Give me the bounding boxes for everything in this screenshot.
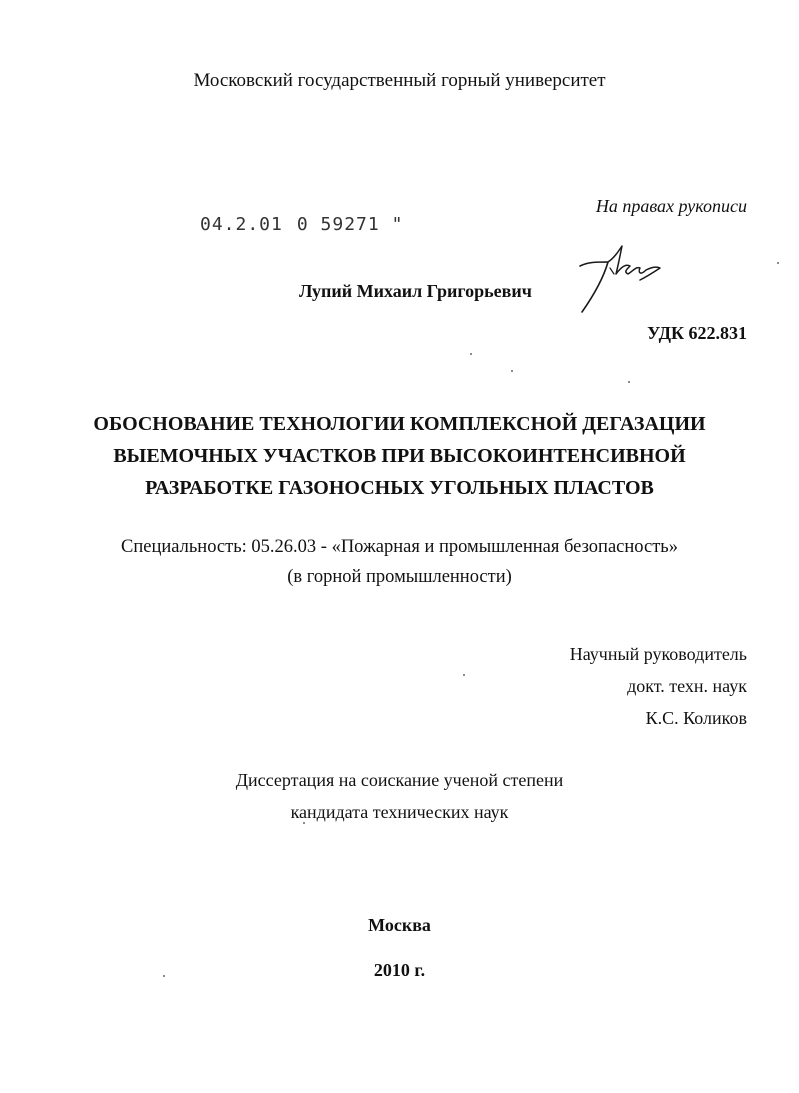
scan-speck [303, 822, 305, 824]
dissertation-purpose: Диссертация на соискание ученой степени [235, 770, 564, 790]
scan-speck [777, 262, 779, 264]
scan-speck [511, 370, 513, 372]
author-name: Лупий Михаил Григорьевич [299, 281, 532, 301]
title-line: РАЗРАБОТКЕ ГАЗОНОСНЫХ УГОЛЬНЫХ ПЛАСТОВ [145, 477, 654, 499]
udk-code: УДК 622.831 [647, 323, 747, 343]
title-line: ОБОСНОВАНИЕ ТЕХНОЛОГИИ КОМПЛЕКСНОЙ ДЕГАЗАЦИИ [93, 413, 706, 435]
scan-speck [628, 381, 630, 383]
title-line: ВЫЕМОЧНЫХ УЧАСТКОВ ПРИ ВЫСОКОИНТЕНСИВНОЙ [113, 445, 686, 467]
advisor-role: Научный руководитель [569, 644, 747, 664]
scan-speck [163, 975, 165, 977]
stamp-number: 0 59271 [296, 214, 380, 235]
advisor-name: К.С. Коликов [645, 708, 747, 728]
city: Москва [368, 915, 431, 935]
author-signature [574, 240, 674, 320]
scan-speck [470, 353, 472, 355]
year: 2010 г. [373, 960, 426, 980]
stamp-mark: " [391, 214, 404, 235]
specialty-subline: (в горной промышленности) [287, 567, 512, 587]
specialty-line: Специальность: 05.26.03 - «Пожарная и промышленная безопасность» [121, 537, 678, 557]
dissertation-degree: кандидата технических наук [290, 802, 509, 822]
manuscript-note: На правах рукописи [595, 196, 747, 216]
dissertation-title [0, 408, 799, 504]
library-stamp [200, 214, 403, 235]
scan-speck [463, 674, 465, 676]
stamp-date: 04.2.01 [200, 214, 283, 235]
advisor-degree: докт. техн. наук [627, 676, 747, 696]
university-name: Московский государственный горный университет [193, 70, 606, 91]
